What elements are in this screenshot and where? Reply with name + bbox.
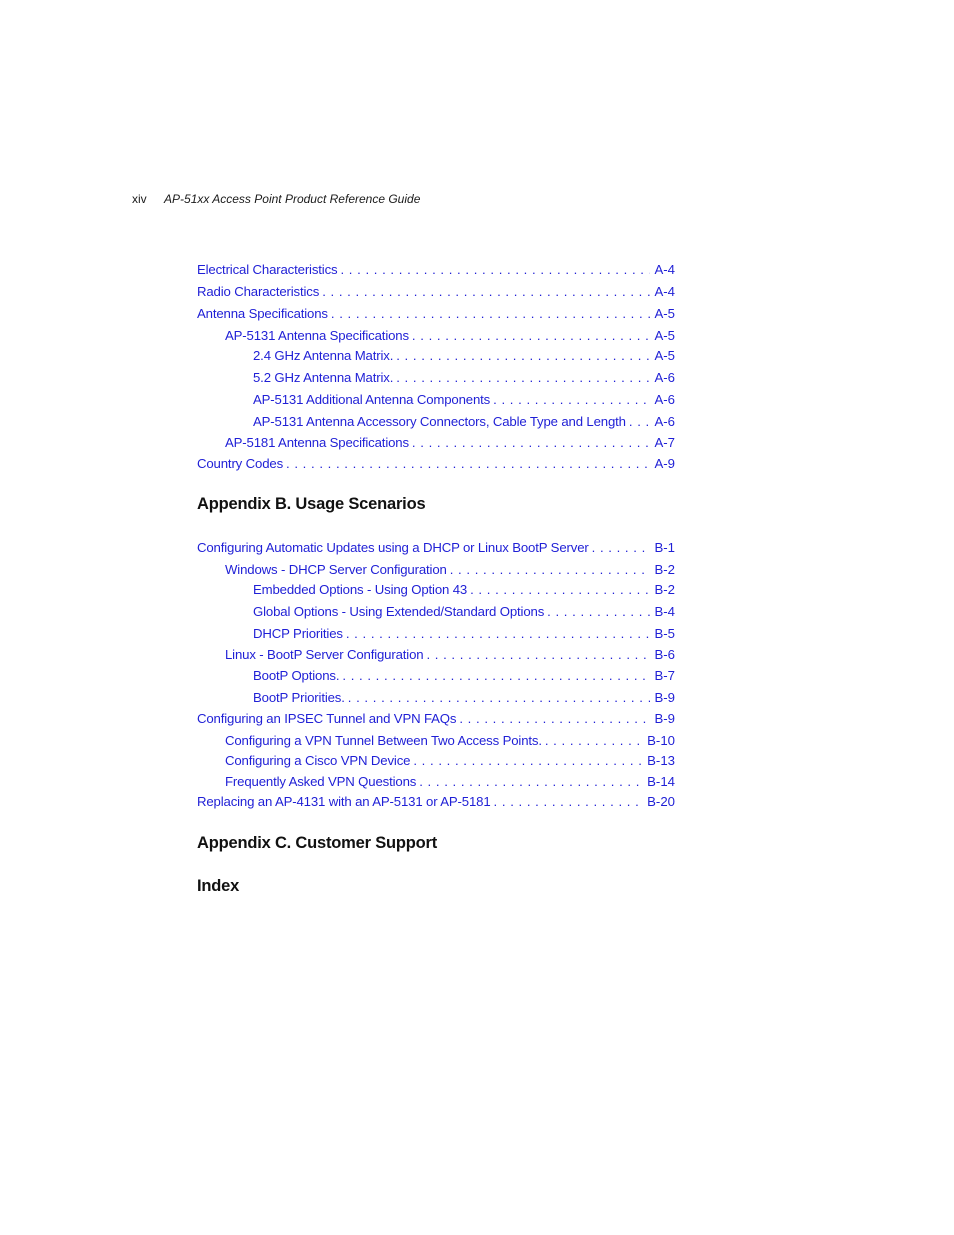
toc-entry-label: Configuring a VPN Tunnel Between Two Access Points. <box>225 733 542 748</box>
toc-entry[interactable] <box>253 346 675 366</box>
dot-leader <box>346 624 651 644</box>
toc-entry-label: 5.2 GHz Antenna Matrix. <box>253 370 394 385</box>
dot-leader <box>286 454 650 474</box>
toc-entry-page: A-5 <box>654 328 675 343</box>
page-number: xiv <box>132 192 147 206</box>
toc-entry[interactable] <box>225 772 675 792</box>
dot-leader <box>592 538 651 558</box>
toc-entry-label: AP-5131 Antenna Accessory Connectors, Cable Type and Length <box>253 414 626 429</box>
toc-entry[interactable] <box>253 412 675 432</box>
dot-leader <box>470 580 650 600</box>
toc-entry-label: BootP Priorities. <box>253 690 345 705</box>
dot-leader <box>331 304 651 324</box>
toc-entry-page: A-4 <box>654 284 675 299</box>
dot-leader <box>459 709 650 729</box>
toc-entry-page: B-2 <box>654 562 675 577</box>
toc-entry-label: Configuring a Cisco VPN Device <box>225 753 411 768</box>
toc-entry[interactable] <box>253 602 675 622</box>
toc-entry-page: A-4 <box>654 262 675 277</box>
toc-entry[interactable] <box>225 433 675 453</box>
toc-entry-page: A-6 <box>654 414 675 429</box>
toc-entry-label: Global Options - Using Extended/Standard Options <box>253 604 545 619</box>
toc-entry[interactable] <box>253 624 675 644</box>
toc-entry-label: AP-5181 Antenna Specifications <box>225 435 409 450</box>
dot-leader <box>629 412 651 432</box>
toc-entry-label: BootP Options. <box>253 668 340 683</box>
toc-entry[interactable] <box>253 666 675 686</box>
toc-entry[interactable] <box>225 645 675 665</box>
toc-entry-label: Configuring an IPSEC Tunnel and VPN FAQs <box>197 711 457 726</box>
toc-entry-page: B-4 <box>654 604 675 619</box>
toc-entry-page: B-7 <box>654 668 675 683</box>
toc-entry-page: B-9 <box>654 711 675 726</box>
toc-entry[interactable] <box>197 260 675 280</box>
toc-entry-page: A-6 <box>654 370 675 385</box>
toc-entry[interactable] <box>253 580 675 600</box>
toc-entry-page: B-10 <box>647 733 675 748</box>
toc-entry[interactable] <box>253 688 675 708</box>
toc-entry-label: Linux - BootP Server Configuration <box>225 647 424 662</box>
dot-leader <box>412 433 651 453</box>
toc-entry-label: AP-5131 Antenna Specifications <box>225 328 409 343</box>
book-title: AP-51xx Access Point Product Reference Guide <box>164 192 421 206</box>
appendix-b-heading: Appendix B. Usage Scenarios <box>197 495 426 513</box>
toc-entry[interactable] <box>253 390 675 410</box>
toc-entry[interactable] <box>197 304 675 324</box>
toc-entry-label: Frequently Asked VPN Questions <box>225 774 417 789</box>
dot-leader <box>396 346 650 366</box>
toc-entry-label: Replacing an AP-4131 with an AP-5131 or AP-5181 <box>197 794 491 809</box>
toc-entry-page: B-1 <box>654 540 675 555</box>
dot-leader <box>450 560 651 580</box>
dot-leader <box>413 751 643 771</box>
toc-entry-page: B-13 <box>647 753 675 768</box>
dot-leader <box>348 688 651 708</box>
dot-leader <box>342 666 650 686</box>
appendix-c-heading[interactable]: Appendix C. Customer Support <box>197 834 438 852</box>
toc-entry-label: Configuring Automatic Updates using a DHCP or Linux BootP Server <box>197 540 589 555</box>
toc-entry-page: B-2 <box>654 582 675 597</box>
dot-leader <box>396 368 650 388</box>
toc-entry-page: A-9 <box>654 456 675 471</box>
dot-leader <box>322 282 650 302</box>
toc-entry-label: Radio Characteristics <box>197 284 320 299</box>
toc-entry-label: AP-5131 Additional Antenna Components <box>253 392 491 407</box>
toc-entry[interactable] <box>225 326 675 346</box>
toc-entry-label: Embedded Options - Using Option 43 <box>253 582 468 597</box>
toc-entry-label: Antenna Specifications <box>197 306 328 321</box>
toc-entry-label: DHCP Priorities <box>253 626 343 641</box>
toc-entry[interactable] <box>197 792 675 812</box>
toc-entry[interactable] <box>197 709 675 729</box>
toc-entry-page: A-6 <box>654 392 675 407</box>
dot-leader <box>419 772 643 792</box>
toc-entry[interactable] <box>253 368 675 388</box>
toc-entry-page: A-7 <box>654 435 675 450</box>
toc-entry-page: B-20 <box>647 794 675 809</box>
toc-entry-label: Electrical Characteristics <box>197 262 338 277</box>
toc-entry[interactable] <box>225 751 675 771</box>
toc-entry-page: B-6 <box>654 647 675 662</box>
toc-entry[interactable] <box>225 731 675 751</box>
toc-entry-label: Windows - DHCP Server Configuration <box>225 562 447 577</box>
toc-entry-page: B-14 <box>647 774 675 789</box>
toc-entry-page: A-5 <box>654 306 675 321</box>
running-header <box>132 192 420 206</box>
toc-entry-label: Country Codes <box>197 456 284 471</box>
toc-entry[interactable] <box>197 454 675 474</box>
toc-entry-page: B-5 <box>654 626 675 641</box>
toc-entry-page: A-5 <box>654 348 675 363</box>
dot-leader <box>494 792 644 812</box>
dot-leader <box>545 731 643 751</box>
dot-leader <box>426 645 650 665</box>
toc-entry-label: 2.4 GHz Antenna Matrix. <box>253 348 394 363</box>
dot-leader <box>340 260 650 280</box>
dot-leader <box>412 326 651 346</box>
index-heading[interactable]: Index <box>197 877 240 895</box>
dot-leader <box>547 602 650 622</box>
toc-entry-page: B-9 <box>654 690 675 705</box>
toc-entry[interactable] <box>197 282 675 302</box>
toc-entry[interactable] <box>197 538 675 558</box>
dot-leader <box>493 390 650 410</box>
toc-entry[interactable] <box>225 560 675 580</box>
